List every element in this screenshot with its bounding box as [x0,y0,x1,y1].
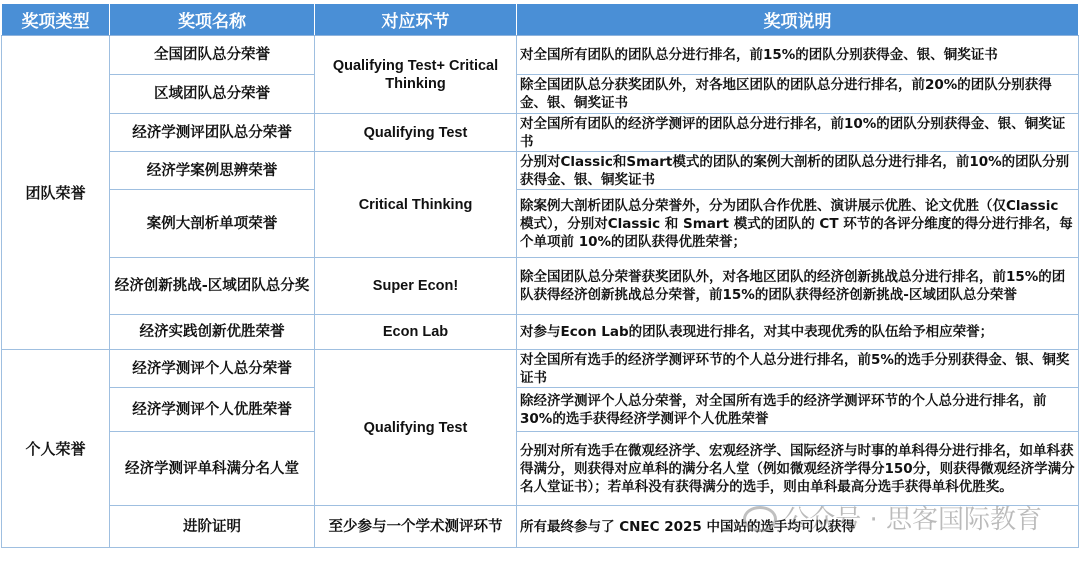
table-row [2,75,1079,114]
category-team: 团队荣誉 [2,36,110,350]
award-name: 经济学测评个人总分荣誉 [110,350,315,388]
stage-cell: Super Econ! [315,258,517,315]
award-name: 进阶证明 [110,506,315,548]
awards-table [1,3,1079,548]
category-individual: 个人荣誉 [2,350,110,548]
table-row [2,114,1079,152]
stage-cell: Qualifying Test+ Critical Thinking [315,36,517,114]
table-row [2,315,1079,350]
award-name: 经济学案例思辨荣誉 [110,152,315,190]
award-name: 全国团队总分荣誉 [110,36,315,75]
award-description: 分别对所有选手在微观经济学、宏观经济学、国际经济与时事的单科得分进行排名，如单科获得满分，则获得对应单科的满分名人堂（例如微观经济学得分150分，则获得微观经济学满分名人堂证书）；若单科没有获得满分的选手，则由单科最高分选手获得单科优胜奖。 [517,432,1079,506]
award-description: 所有最终参与了 CNEC 2025 中国站的选手均可以获得 [517,506,1079,548]
table-row [2,152,1079,190]
award-name: 经济学测评团队总分荣誉 [110,114,315,152]
header-description: 奖项说明 [517,4,1079,36]
table-row [2,432,1079,506]
stage-cell: Econ Lab [315,315,517,350]
award-name: 区域团队总分荣誉 [110,75,315,114]
award-description: 除经济学测评个人总分荣誉，对全国所有选手的经济学测评环节的个人总分进行排名，前30%的选手获得经济学测评个人优胜荣誉 [517,388,1079,432]
award-description: 对全国所有选手的经济学测评环节的个人总分进行排名，前5%的选手分别获得金、银、铜奖证书 [517,350,1079,388]
stage-cell: Qualifying Test [315,114,517,152]
award-name: 经济学测评个人优胜荣誉 [110,388,315,432]
header-stage: 对应环节 [315,4,517,36]
award-description: 对全国所有团队的团队总分进行排名，前15%的团队分别获得金、银、铜奖证书 [517,36,1079,75]
stage-cell: 至少参与一个学术测评环节 [315,506,517,548]
award-name: 经济实践创新优胜荣誉 [110,315,315,350]
header-award-type: 奖项类型 [2,4,110,36]
award-description: 分别对Classic和Smart模式的团队的案例大剖析的团队总分进行排名，前10%的团队分别获得金、银、铜奖证书 [517,152,1079,190]
table-row [2,388,1079,432]
award-name: 经济学测评单科满分名人堂 [110,432,315,506]
stage-cell: Qualifying Test [315,350,517,506]
header-row [2,4,1079,36]
award-description: 除全国团队总分获奖团队外，对各地区团队的团队总分进行排名，前20%的团队分别获得金、银、铜奖证书 [517,75,1079,114]
table-row [2,350,1079,388]
award-name: 经济创新挑战-区域团队总分奖 [110,258,315,315]
award-description: 除全国团队总分荣誉获奖团队外，对各地区团队的经济创新挑战总分进行排名，前15%的团队获得经济创新挑战总分荣誉，前15%的团队获得经济创新挑战-区域团队总分荣誉 [517,258,1079,315]
award-description: 除案例大剖析团队总分荣誉外，分为团队合作优胜、演讲展示优胜、论文优胜（仅Classic 模式），分别对Classic 和 Smart 模式的团队的 CT 环节的各评分维度的得分进行排名，每个单项前 10%的团队获得优胜荣誉； [517,190,1079,258]
wechat-icon [743,506,777,532]
header-award-name: 奖项名称 [110,4,315,36]
stage-cell: Critical Thinking [315,152,517,258]
award-description: 对参与Econ Lab的团队表现进行排名，对其中表现优秀的队伍给予相应荣誉； [517,315,1079,350]
award-name: 案例大剖析单项荣誉 [110,190,315,258]
watermark [743,499,1042,536]
watermark-text: 公众号 · 思客国际教育 [783,505,1042,535]
table-row [2,36,1079,75]
table-row [2,190,1079,258]
award-description: 对全国所有团队的经济学测评的团队总分进行排名，前10%的团队分别获得金、银、铜奖证书 [517,114,1079,152]
table-row [2,258,1079,315]
